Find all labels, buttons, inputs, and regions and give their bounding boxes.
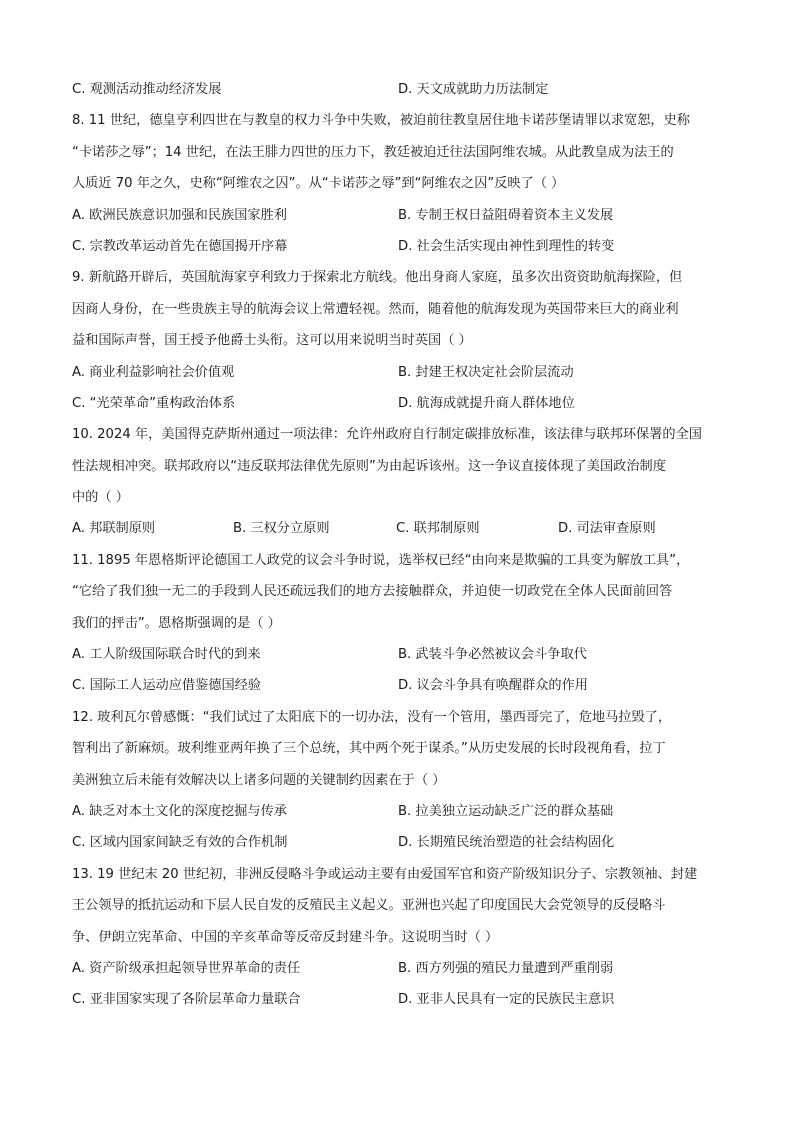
q13-options-row-cd (72, 984, 724, 1015)
q8-stem-line: 人质近 70 年之久，史称“阿维农之囚”。从“卡诺莎之辱”到“阿维农之囚”反映了（ ） (72, 176, 565, 192)
question-8 (72, 105, 724, 262)
q13-option-c[interactable]: C. 亚非国家实现了各阶层革命力量联合 (72, 992, 301, 1008)
question-9 (72, 262, 724, 419)
q9-options-row-ab (72, 357, 724, 388)
exam-page (72, 74, 724, 1016)
q9-stem-line: 9. 新航路开辟后，英国航海家亨利致力于探索北方航线。他出身商人家庭，虽多次出资资助航海探险，但 (72, 270, 683, 286)
q9-options-row-cd (72, 388, 724, 419)
q12-option-a[interactable]: A. 缺乏对本土文化的深度挖掘与传承 (72, 803, 287, 819)
q8-option-b[interactable]: B. 专制王权日益阻碍着资本主义发展 (398, 207, 614, 223)
q12-stem-line: 12. 玻利瓦尔曾感慨：“我们试过了太阳底下的一切办法，没有一个管用，墨西哥完了，危地马拉毁了， (72, 709, 672, 725)
q9-stem-line: 益和国际声誉，国王授予他爵士头衔。这可以用来说明当时英国（ ） (72, 333, 472, 349)
q8-options-row-ab (72, 200, 724, 231)
q12-option-b[interactable]: B. 拉美独立运动缺乏广泛的群众基础 (398, 803, 614, 819)
q10-stem-line: 10. 2024 年，美国得克萨斯州通过一项法律：允许州政府自行制定碳排放标准，该法律与联邦环保署的全国 (72, 427, 702, 443)
q13-stem-line: 13. 19 世纪末 20 世纪初，非洲反侵略斗争或运动主要有由爱国军官和资产阶级知识分子、宗教领袖、封建 (72, 866, 698, 882)
q11-stem-line: “它给了我们独一无二的手段到人民还疏远我们的地方去接触群众，并迫使一切政党在全体人民面前回答 (72, 584, 673, 600)
q11-option-b[interactable]: B. 武装斗争必然被议会斗争取代 (398, 647, 587, 663)
q12-option-d[interactable]: D. 长期殖民统治塑造的社会结构固化 (398, 835, 615, 851)
q10-stem-line: 中的（ ） (72, 490, 129, 506)
q12-stem-line: 智利出了新麻烦。玻利维亚两年换了三个总统，其中两个死于谋杀。”从历史发展的长时段视角看，拉丁 (72, 741, 666, 757)
q13-option-a[interactable]: A. 资产阶级承担起领导世界革命的责任 (72, 960, 301, 976)
q11-option-c[interactable]: C. 国际工人运动应借鉴德国经验 (72, 678, 262, 694)
q10-stem-line: 性法规相冲突。联邦政府以“违反联邦法律优先原则”为由起诉该州。这一争议直接体现了美国政治制度 (72, 458, 666, 474)
question-10 (72, 419, 724, 545)
q12-options-row-ab (72, 796, 724, 827)
q7-options-row-cd (72, 74, 724, 105)
q8-stem-line: 8. 11 世纪，德皇亨利四世在与教皇的权力斗争中失败，被迫前往教皇居住地卡诺莎堡请罪以求宽恕，史称 (72, 113, 690, 129)
q12-option-c[interactable]: C. 区域内国家间缺乏有效的合作机制 (72, 835, 288, 851)
q7-option-c[interactable]: C. 观测活动推动经济发展 (72, 82, 222, 97)
q7-option-d[interactable]: D. 天文成就助力历法制定 (398, 82, 549, 97)
q8-option-a[interactable]: A. 欧洲民族意识加强和民族国家胜利 (72, 207, 287, 223)
q9-option-d[interactable]: D. 航海成就提升商人群体地位 (398, 395, 575, 411)
q11-option-d[interactable]: D. 议会斗争具有唤醒群众的作用 (398, 678, 588, 694)
q13-options-row-ab (72, 953, 724, 984)
q11-options-row-ab (72, 639, 724, 670)
q10-option-c[interactable]: C. 联邦制原则 (396, 521, 480, 537)
q9-option-a[interactable]: A. 商业利益影响社会价值观 (72, 364, 235, 380)
q12-stem-line: 美洲独立后未能有效解决以上诸多问题的关键制约因素在于（ ） (72, 772, 446, 788)
question-13 (72, 859, 724, 1016)
q13-stem-line: 王公领导的抵抗运动和下层人民自发的反殖民主义起义。亚洲也兴起了印度国民大会党领导的反侵略斗 (72, 898, 666, 914)
q8-options-row-cd (72, 231, 724, 262)
q8-stem-line: “卡诺莎之辱”；14 世纪，在法王腓力四世的压力下，教廷被迫迁往法国阿维农城。从此教皇成为法王的 (72, 144, 674, 160)
q13-stem-line: 争、伊朗立宪革命、中国的辛亥革命等反帝反封建斗争。这说明当时（ ） (72, 929, 499, 945)
q9-option-c[interactable]: C. “光荣革命”重构政治体系 (72, 395, 236, 411)
q10-option-b[interactable]: B. 三权分立原则 (233, 521, 330, 537)
q10-option-d[interactable]: D. 司法审查原则 (558, 521, 656, 537)
q10-options-row (72, 513, 724, 544)
q8-option-c[interactable]: C. 宗教改革运动首先在德国揭开序幕 (72, 238, 288, 254)
q9-stem-line: 因商人身份，在一些贵族主导的航海会议上常遭轻视。然而，随着他的航海发现为英国带来巨大的商业利 (72, 301, 679, 317)
q12-options-row-cd (72, 827, 724, 858)
question-11 (72, 545, 724, 702)
q10-option-a[interactable]: A. 邦联制原则 (72, 521, 156, 537)
q11-stem-line: 11. 1895 年恩格斯评论德国工人政党的议会斗争时说，选举权已经“由向来是欺骗的工具变为解放工具”， (72, 552, 690, 568)
q11-option-a[interactable]: A. 工人阶级国际联合时代的到来 (72, 647, 261, 663)
q11-stem-line: 我们的抨击”。恩格斯强调的是（ ） (72, 615, 281, 631)
q9-option-b[interactable]: B. 封建王权决定社会阶层流动 (398, 364, 574, 380)
q13-option-d[interactable]: D. 亚非人民具有一定的民族民主意识 (398, 992, 615, 1008)
q8-option-d[interactable]: D. 社会生活实现由神性到理性的转变 (398, 238, 615, 254)
q13-option-b[interactable]: B. 西方列强的殖民力量遭到严重削弱 (398, 960, 614, 976)
q11-options-row-cd (72, 670, 724, 701)
question-12 (72, 702, 724, 859)
